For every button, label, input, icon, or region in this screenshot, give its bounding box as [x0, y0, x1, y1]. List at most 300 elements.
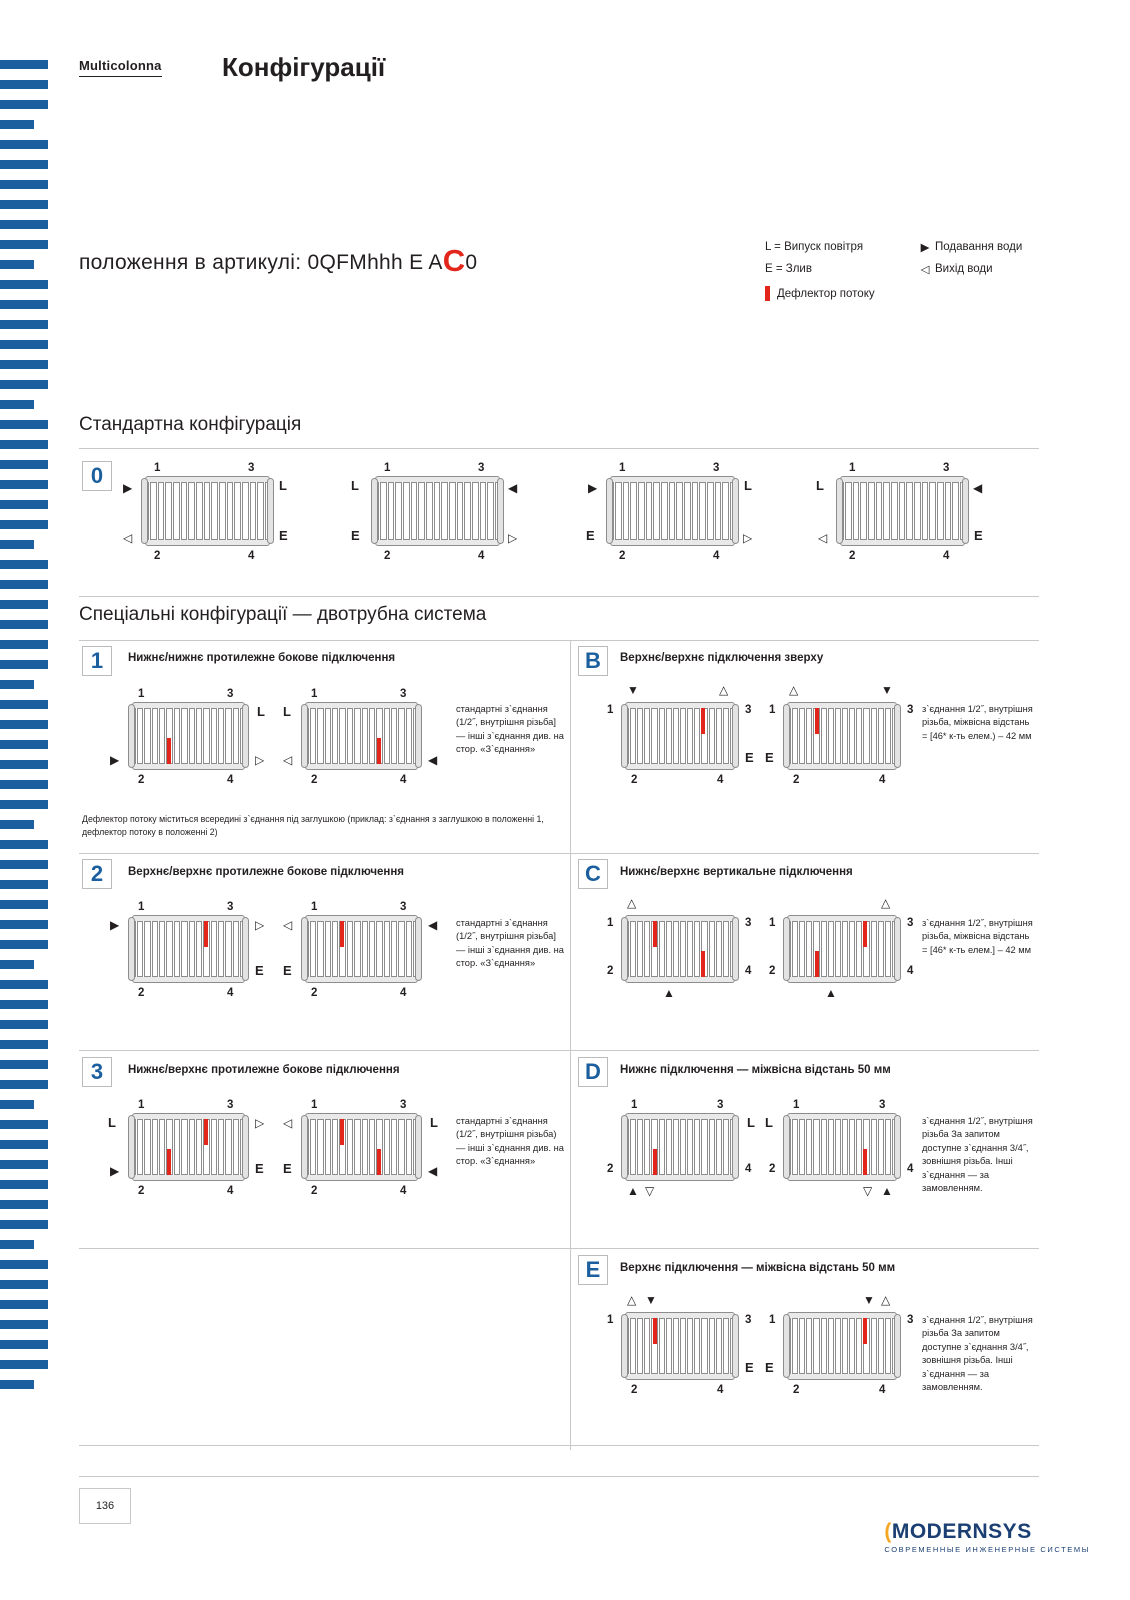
divider: [79, 853, 1039, 854]
radiator-element: [690, 482, 693, 540]
diagram-port-3: 3: [400, 688, 407, 700]
radiator-element: [209, 482, 212, 540]
radiator-bottom-manifold: [132, 1174, 245, 1181]
article-position-line: [79, 243, 477, 279]
return-arrow-icon: ▽: [645, 1184, 655, 1198]
radiator-bottom-manifold: [625, 1373, 735, 1380]
label-E: E: [745, 1360, 754, 1375]
radiator-right-port: [415, 917, 422, 981]
diagram-port-3: 3: [745, 917, 752, 929]
config-title: Нижнє підключення — міжвісна відстань 50 мм: [620, 1064, 891, 1076]
radiator-element: [411, 1119, 414, 1175]
config-note: з`єднання 1/2˝, внутрішня різьба, міжвісна відстань = [46* к-ть елем.] – 42 мм: [922, 918, 1033, 955]
radiator-element: [657, 1119, 660, 1175]
radiator-element: [172, 921, 175, 977]
radiator-element: [642, 1119, 645, 1175]
label-E: E: [351, 528, 360, 543]
diagram-port-2: 2: [154, 550, 161, 562]
radiator-element: [150, 921, 153, 977]
radiator-element: [721, 1318, 724, 1374]
diagram-port-4: 4: [400, 987, 407, 999]
legend-code: E = Злив: [765, 263, 812, 275]
badge-config-C: C: [578, 859, 608, 889]
radiator-element: [352, 708, 355, 764]
radiator-element: [411, 708, 414, 764]
radiator-element: [216, 708, 219, 764]
radiator-element: [635, 1318, 638, 1374]
radiator-element: [890, 1119, 893, 1175]
radiator-element: [308, 708, 311, 764]
radiator-element: [642, 921, 645, 977]
radiator-element: [866, 482, 869, 540]
diagram-port-2: 2: [311, 774, 318, 786]
radiator-element: [869, 1318, 872, 1374]
radiator-element: [714, 1318, 717, 1374]
deflector-marker: [377, 1149, 381, 1175]
radiator-element: [674, 482, 677, 540]
radiator-element: [876, 1318, 879, 1374]
radiator-element: [659, 482, 662, 540]
radiator-element: [187, 1119, 190, 1175]
return-arrow-icon: ▽: [863, 1184, 873, 1198]
diagram-port-3: 3: [879, 1099, 886, 1111]
radiator-element: [714, 1119, 717, 1175]
diagram-port-2: 2: [384, 550, 391, 562]
radiator-diagram: [840, 476, 965, 546]
radiator-element: [439, 482, 442, 540]
diagram-port-2: 2: [631, 1384, 638, 1396]
radiator-element: [869, 708, 872, 764]
badge-config-2: 2: [82, 859, 112, 889]
radiator-element: [404, 708, 407, 764]
radiator-element: [657, 708, 660, 764]
return-arrow-icon: ◁: [123, 531, 133, 545]
radiator-element: [697, 482, 700, 540]
article-suffix: 0: [465, 251, 478, 274]
radiator-element: [833, 921, 836, 977]
diagram-port-1: 1: [769, 917, 776, 929]
radiator-element: [386, 482, 389, 540]
label-L: L: [108, 1115, 116, 1130]
radiator-element: [671, 708, 674, 764]
radiator-element: [790, 921, 793, 977]
radiator-element: [847, 1119, 850, 1175]
radiator-element: [135, 708, 138, 764]
radiator-element: [819, 921, 822, 977]
radiator-element: [223, 1119, 226, 1175]
deflector-marker: [863, 1149, 867, 1175]
radiator-element: [826, 1318, 829, 1374]
radiator-element: [649, 1318, 652, 1374]
logo-subtitle: СОВРЕМЕННЫЕ ИНЖЕНЕРНЫЕ СИСТЕМЫ: [884, 1545, 1090, 1554]
radiator-left-port: [141, 478, 148, 544]
article-prefix: положення в артикулі: 0QFMhhh E A: [79, 251, 443, 274]
supply-arrow-icon: ▶: [110, 1164, 120, 1178]
radiator-element: [678, 921, 681, 977]
radiator-element: [238, 921, 241, 977]
diagram-port-1: 1: [138, 688, 145, 700]
label-E: E: [279, 528, 288, 543]
radiator-element: [142, 921, 145, 977]
radiator-element: [393, 482, 396, 540]
badge-config-B: B: [578, 646, 608, 676]
radiator-element: [707, 921, 710, 977]
badge-config-D: D: [578, 1057, 608, 1087]
page-title: Конфігурації: [222, 52, 386, 82]
deflector-marker: [653, 1318, 657, 1344]
radiator-bottom-manifold: [132, 976, 245, 983]
radiator-element: [642, 1318, 645, 1374]
radiator-element: [201, 708, 204, 764]
label-E: E: [765, 1360, 774, 1375]
diagram-port-4: 4: [879, 774, 886, 786]
radiator-element: [478, 482, 481, 540]
radiator-element: [330, 708, 333, 764]
return-arrow-icon: ◁: [283, 753, 293, 767]
radiator-left-port: [301, 704, 308, 768]
radiator-element: [685, 1119, 688, 1175]
diagram-port-4: 4: [400, 774, 407, 786]
return-arrow-icon: △: [881, 896, 891, 910]
radiator-right-port: [732, 1115, 739, 1179]
radiator-element: [664, 1318, 667, 1374]
radiator-diagram: [132, 915, 245, 983]
legend-label: Подавання води: [935, 241, 1023, 253]
diagram-port-4: 4: [227, 774, 234, 786]
logo-main: (MODERNSYS: [884, 1520, 1032, 1543]
radiator-element: [713, 482, 716, 540]
diagram-port-1: 1: [619, 462, 626, 474]
diagram-port-4: 4: [745, 965, 752, 977]
radiator-element: [833, 708, 836, 764]
radiator-element: [876, 921, 879, 977]
legend-row: [765, 262, 1022, 276]
radiator-element: [840, 1318, 843, 1374]
radiator-element: [664, 708, 667, 764]
label-E: E: [974, 528, 983, 543]
radiator-right-port: [242, 917, 249, 981]
radiator-element: [847, 708, 850, 764]
supply-arrow-icon: ▲: [627, 1184, 639, 1198]
radiator-left-port: [621, 1115, 628, 1179]
deflector-marker: [701, 951, 705, 977]
radiator-element: [223, 708, 226, 764]
radiator-element: [179, 921, 182, 977]
radiator-right-port: [732, 704, 739, 768]
radiator-element: [692, 1119, 695, 1175]
radiator-element: [163, 482, 166, 540]
radiator-bottom-manifold: [625, 1174, 735, 1181]
deflector-marker: [701, 708, 705, 734]
radiator-element: [367, 708, 370, 764]
radiator-element: [187, 921, 190, 977]
radiator-right-port: [242, 704, 249, 768]
diagram-port-2: 2: [631, 774, 638, 786]
config-title: Нижнє/верхнє вертикальне підключення: [620, 866, 853, 878]
diagram-port-3: 3: [400, 1099, 407, 1111]
radiator-element: [804, 1318, 807, 1374]
diagram-port-1: 1: [631, 1099, 638, 1111]
deflector-marker: [815, 708, 819, 734]
radiator-element: [819, 708, 822, 764]
diagram-port-1: 1: [607, 917, 614, 929]
radiator-element: [171, 482, 174, 540]
label-E: E: [255, 963, 264, 978]
legend-row: [765, 240, 1022, 254]
radiator-element: [148, 482, 151, 540]
diagram-port-1: 1: [311, 1099, 318, 1111]
diagram-port-1: 1: [849, 462, 856, 474]
radiator-element: [308, 921, 311, 977]
radiator-element: [352, 1119, 355, 1175]
label-E: E: [283, 963, 292, 978]
label-E: E: [255, 1161, 264, 1176]
deflector-marker: [377, 738, 381, 764]
radiator-element: [644, 482, 647, 540]
radiator-element: [890, 708, 893, 764]
return-arrow-icon: △: [881, 1293, 891, 1307]
radiator-element: [323, 708, 326, 764]
radiator-element: [843, 482, 846, 540]
supply-arrow-icon: ▶: [920, 242, 930, 254]
radiator-left-port: [783, 1314, 790, 1378]
deflector-marker: [815, 951, 819, 977]
supply-arrow-icon: ▶: [110, 918, 120, 932]
diagram-port-1: 1: [154, 462, 161, 474]
config-title: Нижнє/верхнє протилежне бокове підключення: [128, 1064, 400, 1076]
radiator-element: [883, 1318, 886, 1374]
diagram-port-2: 2: [793, 1384, 800, 1396]
deflector-marker: [863, 921, 867, 947]
supply-arrow-icon: ▼: [881, 683, 893, 697]
radiator-element: [707, 1119, 710, 1175]
radiator-element: [432, 482, 435, 540]
diagram-port-4: 4: [717, 1384, 724, 1396]
radiator-element: [194, 1119, 197, 1175]
radiator-element: [671, 921, 674, 977]
diagram-port-2: 2: [793, 774, 800, 786]
diagram-port-1: 1: [607, 704, 614, 716]
return-arrow-icon: △: [627, 896, 637, 910]
label-L: L: [747, 1115, 755, 1130]
radiator-element: [869, 1119, 872, 1175]
radiator-element: [409, 482, 412, 540]
radiator-element: [455, 482, 458, 540]
supply-arrow-icon: ◀: [428, 753, 438, 767]
radiator-element: [255, 482, 258, 540]
radiator-element: [890, 921, 893, 977]
radiator-element: [854, 1119, 857, 1175]
radiator-element: [790, 1318, 793, 1374]
diagram-port-1: 1: [384, 462, 391, 474]
radiator-right-port: [242, 1115, 249, 1179]
diagram-port-3: 3: [717, 1099, 724, 1111]
radiator-element: [811, 708, 814, 764]
diagram-port-4: 4: [248, 550, 255, 562]
radiator-diagram: [132, 702, 245, 770]
radiator-element: [323, 1119, 326, 1175]
radiator-element: [874, 482, 877, 540]
radiator-element: [217, 482, 220, 540]
radiator-diagram: [145, 476, 270, 546]
radiator-element: [840, 921, 843, 977]
config-title: Верхнє/верхнє протилежне бокове підключення: [128, 866, 404, 878]
radiator-element: [692, 708, 695, 764]
supply-arrow-icon: ◀: [973, 481, 983, 495]
radiator-element: [699, 1119, 702, 1175]
diagram-port-4: 4: [478, 550, 485, 562]
config-note: з`єднання 1/2˝, внутрішня різьба За запитом доступне з`єднання 3/4˝, зовнішня різьба. Інші з`єднання — за замовленням.: [922, 1116, 1033, 1194]
diagram-port-1: 1: [138, 1099, 145, 1111]
return-arrow-icon: △: [719, 683, 729, 697]
radiator-element: [804, 708, 807, 764]
diagram-port-4: 4: [907, 1163, 914, 1175]
radiator-element: [920, 482, 923, 540]
radiator-element: [881, 482, 884, 540]
return-arrow-icon: ▷: [255, 1116, 265, 1130]
return-arrow-icon: ◁: [920, 264, 930, 276]
supply-arrow-icon: ▼: [863, 1293, 875, 1307]
radiator-element: [707, 708, 710, 764]
label-L: L: [765, 1115, 773, 1130]
label-E: E: [283, 1161, 292, 1176]
radiator-element: [330, 1119, 333, 1175]
radiator-element: [179, 1119, 182, 1175]
radiator-element: [628, 921, 631, 977]
radiator-element: [728, 482, 731, 540]
return-arrow-icon: ◁: [283, 1116, 293, 1130]
radiator-left-port: [128, 1115, 135, 1179]
radiator-element: [642, 708, 645, 764]
divider: [79, 1445, 1039, 1446]
radiator-bottom-manifold: [305, 976, 418, 983]
radiator-element: [721, 1119, 724, 1175]
radiator-element: [889, 482, 892, 540]
page-number: 136: [79, 1488, 131, 1524]
radiator-element: [396, 708, 399, 764]
radiator-element: [804, 1119, 807, 1175]
diagram-port-2: 2: [769, 965, 776, 977]
radiator-element: [699, 1318, 702, 1374]
label-L: L: [430, 1115, 438, 1130]
radiator-element: [797, 921, 800, 977]
radiator-element: [826, 708, 829, 764]
footer-divider: [79, 1476, 1039, 1477]
radiator-element: [225, 482, 228, 540]
radiator-element: [635, 1119, 638, 1175]
radiator-right-port: [894, 1115, 901, 1179]
radiator-element: [628, 708, 631, 764]
radiator-element: [811, 921, 814, 977]
radiator-element: [404, 921, 407, 977]
radiator-element: [389, 708, 392, 764]
radiator-element: [330, 921, 333, 977]
diagram-port-2: 2: [138, 987, 145, 999]
radiator-element: [231, 708, 234, 764]
radiator-left-port: [783, 917, 790, 981]
deflector-marker: [863, 1318, 867, 1344]
diagram-port-4: 4: [713, 550, 720, 562]
label-L: L: [279, 478, 287, 493]
radiator-element: [231, 1119, 234, 1175]
diagram-port-3: 3: [907, 1314, 914, 1326]
legend-label: Вихід води: [935, 263, 993, 275]
radiator-element: [667, 482, 670, 540]
radiator-element: [685, 708, 688, 764]
supply-arrow-icon: ▼: [627, 683, 639, 697]
radiator-element: [678, 708, 681, 764]
radiator-element: [416, 482, 419, 540]
radiator-right-port: [894, 1314, 901, 1378]
radiator-element: [493, 482, 496, 540]
deflector-marker: [204, 921, 208, 947]
radiator-element: [854, 1318, 857, 1374]
label-E: E: [745, 750, 754, 765]
radiator-right-port: [962, 478, 969, 544]
legend-code: L = Випуск повітря: [765, 241, 864, 253]
deflector-marker: [167, 1149, 171, 1175]
radiator-element: [635, 708, 638, 764]
radiator-element: [202, 482, 205, 540]
radiator-element: [851, 482, 854, 540]
radiator-element: [404, 1119, 407, 1175]
return-arrow-icon: ▷: [255, 753, 265, 767]
config-note: стандартні з`єднання (1/2˝, внутрішня різьба] — інші з`єднання див. на стор. «З`єднання»: [456, 918, 564, 969]
radiator-element: [678, 1318, 681, 1374]
supply-arrow-icon: ▲: [825, 986, 837, 1000]
radiator-bottom-manifold: [145, 539, 270, 546]
radiator-diagram: [787, 702, 897, 770]
radiator-element: [678, 1119, 681, 1175]
radiator-element: [156, 482, 159, 540]
diagram-port-3: 3: [745, 1314, 752, 1326]
return-arrow-icon: △: [789, 683, 799, 697]
diagram-port-3: 3: [907, 704, 914, 716]
radiator-diagram: [625, 915, 735, 983]
radiator-element: [179, 482, 182, 540]
radiator-element: [142, 1119, 145, 1175]
radiator-element: [912, 482, 915, 540]
radiator-element: [635, 921, 638, 977]
diagram-port-2: 2: [619, 550, 626, 562]
radiator-element: [671, 1318, 674, 1374]
diagram-port-3: 3: [478, 462, 485, 474]
radiator-element: [811, 1119, 814, 1175]
radiator-element: [172, 708, 175, 764]
radiator-left-port: [783, 1115, 790, 1179]
radiator-left-port: [606, 478, 613, 544]
config-note: стандартні з`єднання (1/2˝, внутрішня різьба) — інші з`єднання див. на стор. «З`єднання»: [456, 1116, 564, 1167]
diagram-port-2: 2: [138, 774, 145, 786]
diagram-port-4: 4: [400, 1185, 407, 1197]
radiator-diagram: [132, 1113, 245, 1181]
divider: [79, 1050, 1039, 1051]
radiator-element: [401, 482, 404, 540]
publisher-logo: [884, 1520, 1090, 1554]
radiator-element: [628, 482, 631, 540]
radiator-element: [869, 921, 872, 977]
radiator-element: [345, 1119, 348, 1175]
radiator-element: [685, 1318, 688, 1374]
radiator-element: [209, 708, 212, 764]
return-arrow-icon: ▷: [508, 531, 518, 545]
radiator-element: [378, 482, 381, 540]
radiator-right-port: [732, 917, 739, 981]
divider: [79, 1248, 1039, 1249]
radiator-bottom-manifold: [305, 1174, 418, 1181]
config-note: стандартні з`єднання (1/2˝, внутрішня різьба] — інші з`єднання див. на стор. «З`єднання»: [456, 704, 564, 755]
radiator-element: [876, 1119, 879, 1175]
